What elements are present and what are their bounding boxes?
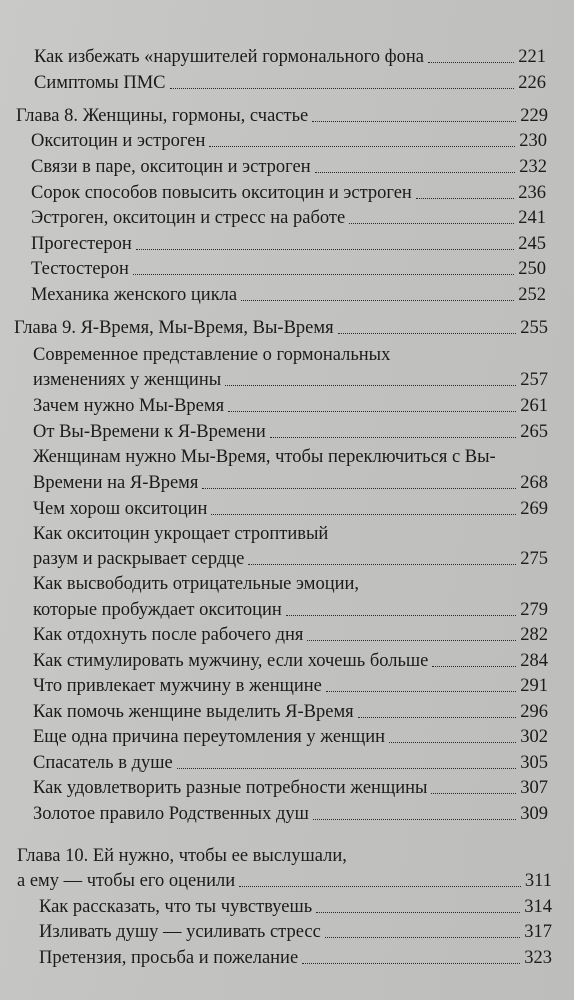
toc-entry <box>33 775 548 801</box>
toc-entry <box>33 673 548 699</box>
toc-entry-title: Как рассказать, что ты чувствуешь <box>39 897 313 917</box>
toc-entry-page-number: 305 <box>520 753 548 773</box>
toc-entry-page-number: 302 <box>520 727 548 747</box>
toc-entry <box>31 282 546 308</box>
toc-entry-title: изменениях у женщины <box>33 370 222 390</box>
toc-entry <box>33 367 548 393</box>
toc-entry <box>17 868 552 894</box>
toc-entry-page-number: 291 <box>520 676 548 696</box>
toc-entry <box>31 205 546 231</box>
dot-leader <box>312 121 516 122</box>
toc-entry <box>31 128 547 154</box>
toc-entry-page-number: 229 <box>520 106 548 126</box>
toc-entry <box>33 546 548 572</box>
dot-leader <box>202 488 516 489</box>
dot-leader <box>270 437 516 438</box>
toc-entry-title: Спасатель в душе <box>33 753 173 773</box>
dot-leader <box>211 514 516 515</box>
dot-leader <box>286 615 516 616</box>
toc-entry <box>34 70 546 96</box>
toc-entry <box>33 622 548 648</box>
dot-leader <box>326 691 516 692</box>
toc-entry <box>33 750 548 776</box>
dot-leader <box>209 146 515 147</box>
toc-entry-title: Как удовлетворить разные потребности женщины <box>33 778 428 798</box>
dot-leader <box>315 172 516 173</box>
toc-entry <box>39 919 552 945</box>
toc-entry <box>14 315 548 341</box>
dot-leader <box>239 886 521 887</box>
toc-entry-title: Как помочь женщине выделить Я-Время <box>33 702 354 722</box>
toc-entry <box>39 945 552 971</box>
toc-entry-page-number: 279 <box>520 600 548 620</box>
toc-entry-title: Механика женского цикла <box>31 285 238 305</box>
toc-entry-title: Глава 9. Я-Время, Мы-Время, Вы-Время <box>14 318 334 338</box>
toc-entry-title: Современное представление о гормональных <box>33 345 391 365</box>
toc-entry-title: Времени на Я-Время <box>33 473 199 493</box>
toc-entry-page-number: 252 <box>518 285 546 305</box>
toc-entry-title: Как избежать «нарушителей гормонального фона <box>34 47 424 67</box>
toc-entry-title: Чем хорош окситоцин <box>33 499 208 519</box>
toc-entry-page-number: 269 <box>520 499 548 519</box>
toc-entry-page-number: 232 <box>519 157 547 177</box>
dot-leader <box>416 198 514 199</box>
toc-entry-title: Симптомы ПМС <box>34 73 166 93</box>
toc-entry-title: Как стимулировать мужчину, если хочешь больше <box>33 651 429 671</box>
toc-entry-page-number: 255 <box>520 318 548 338</box>
toc-entry-title: а ему — чтобы его оценили <box>17 871 236 891</box>
toc-entry <box>33 342 548 368</box>
toc-entry-page-number: 241 <box>518 208 546 228</box>
toc-entry-page-number: 314 <box>524 897 552 917</box>
toc-entry <box>33 470 548 496</box>
toc-entry-page-number: 317 <box>524 922 552 942</box>
toc-entry-page-number: 311 <box>524 871 552 891</box>
toc-entry-page-number: 275 <box>520 549 548 569</box>
dot-leader <box>136 249 514 250</box>
toc-entry <box>33 724 548 750</box>
dot-leader <box>177 768 517 769</box>
toc-entry <box>39 894 552 920</box>
toc-entry-page-number: 257 <box>520 370 548 390</box>
dot-leader <box>325 937 520 938</box>
toc-entry-title: Глава 8. Женщины, гормоны, счастье <box>16 106 309 126</box>
toc-entry <box>33 393 548 419</box>
toc-entry-title: Прогестерон <box>31 234 132 254</box>
toc-entry <box>17 843 552 869</box>
toc-entry-page-number: 268 <box>520 473 548 493</box>
dot-leader <box>248 564 516 565</box>
dot-leader <box>228 411 516 412</box>
toc-entry <box>33 419 548 445</box>
toc-entry <box>33 444 548 470</box>
toc-entry-title: которые пробуждает окситоцин <box>33 600 282 620</box>
toc-entry-page-number: 261 <box>520 396 548 416</box>
toc-entry-page-number: 250 <box>518 259 546 279</box>
toc-entry-page-number: 323 <box>524 948 552 968</box>
toc-entry <box>33 801 548 827</box>
toc-entry <box>31 256 546 282</box>
toc-entry-title: Как высвободить отрицательные эмоции, <box>33 574 360 594</box>
dot-leader <box>338 333 517 334</box>
toc-entry-title: Золотое правило Родственных душ <box>33 804 309 824</box>
dot-leader <box>428 62 514 63</box>
toc-entry-title: Зачем нужно Мы-Время <box>33 396 225 416</box>
toc-entry <box>31 154 547 180</box>
toc-entry <box>16 103 548 129</box>
toc-entry-page-number: 309 <box>520 804 548 824</box>
toc-entry <box>31 231 546 257</box>
toc-entry <box>33 597 548 623</box>
toc-entry-title: Связи в паре, окситоцин и эстроген <box>31 157 311 177</box>
toc-entry-title: Как отдохнуть после рабочего дня <box>33 625 304 645</box>
toc-entry <box>34 44 546 70</box>
dot-leader <box>358 717 517 718</box>
dot-leader <box>133 274 514 275</box>
dot-leader <box>241 300 514 301</box>
dot-leader <box>307 640 516 641</box>
toc-entry-title: Что привлекает мужчину в женщине <box>33 676 322 696</box>
toc-entry-page-number: 284 <box>520 651 548 671</box>
toc-entry-title: Сорок способов повысить окситоцин и эстроген <box>31 183 412 203</box>
dot-leader <box>225 385 516 386</box>
toc-entry-page-number: 307 <box>520 778 548 798</box>
toc-entry-page-number: 265 <box>520 422 548 442</box>
toc-entry-title: Окситоцин и эстроген <box>31 131 206 151</box>
toc-entry-title: Претензия, просьба и пожелание <box>39 948 299 968</box>
toc-entry-title: От Вы-Времени к Я-Времени <box>33 422 266 442</box>
toc-entry <box>33 521 548 547</box>
dot-leader <box>432 666 516 667</box>
toc-entry <box>33 571 548 597</box>
dot-leader <box>313 819 516 820</box>
toc-entry <box>33 496 548 522</box>
toc-entry-page-number: 230 <box>519 131 547 151</box>
toc-entry <box>33 648 548 674</box>
toc-entry-page-number: 226 <box>518 73 546 93</box>
dot-leader <box>170 88 515 89</box>
toc-entry <box>31 180 546 206</box>
dot-leader <box>316 912 520 913</box>
toc-entry-page-number: 296 <box>520 702 548 722</box>
dot-leader <box>389 742 516 743</box>
dot-leader <box>349 223 514 224</box>
toc-entry-title: разум и раскрывает сердце <box>33 549 245 569</box>
toc-entry-title: Изливать душу — усиливать стресс <box>39 922 321 942</box>
toc-entry-page-number: 245 <box>518 234 546 254</box>
toc-entry-page-number: 236 <box>518 183 546 203</box>
toc-entry-title: Глава 10. Ей нужно, чтобы ее выслушали, <box>17 846 347 866</box>
toc-entry-page-number: 282 <box>520 625 548 645</box>
toc-entry-title: Эстроген, окситоцин и стресс на работе <box>31 208 346 228</box>
toc-entry-title: Еще одна причина переутомления у женщин <box>33 727 385 747</box>
dot-leader <box>431 793 516 794</box>
toc-entry-title: Как окситоцин укрощает строптивый <box>33 524 329 544</box>
toc-entry <box>33 699 548 725</box>
dot-leader <box>302 963 520 964</box>
toc-entry-title: Женщинам нужно Мы-Время, чтобы переключиться с Вы- <box>33 447 496 467</box>
toc-entry-title: Тестостерон <box>31 259 129 279</box>
toc-entry-page-number: 221 <box>518 47 546 67</box>
